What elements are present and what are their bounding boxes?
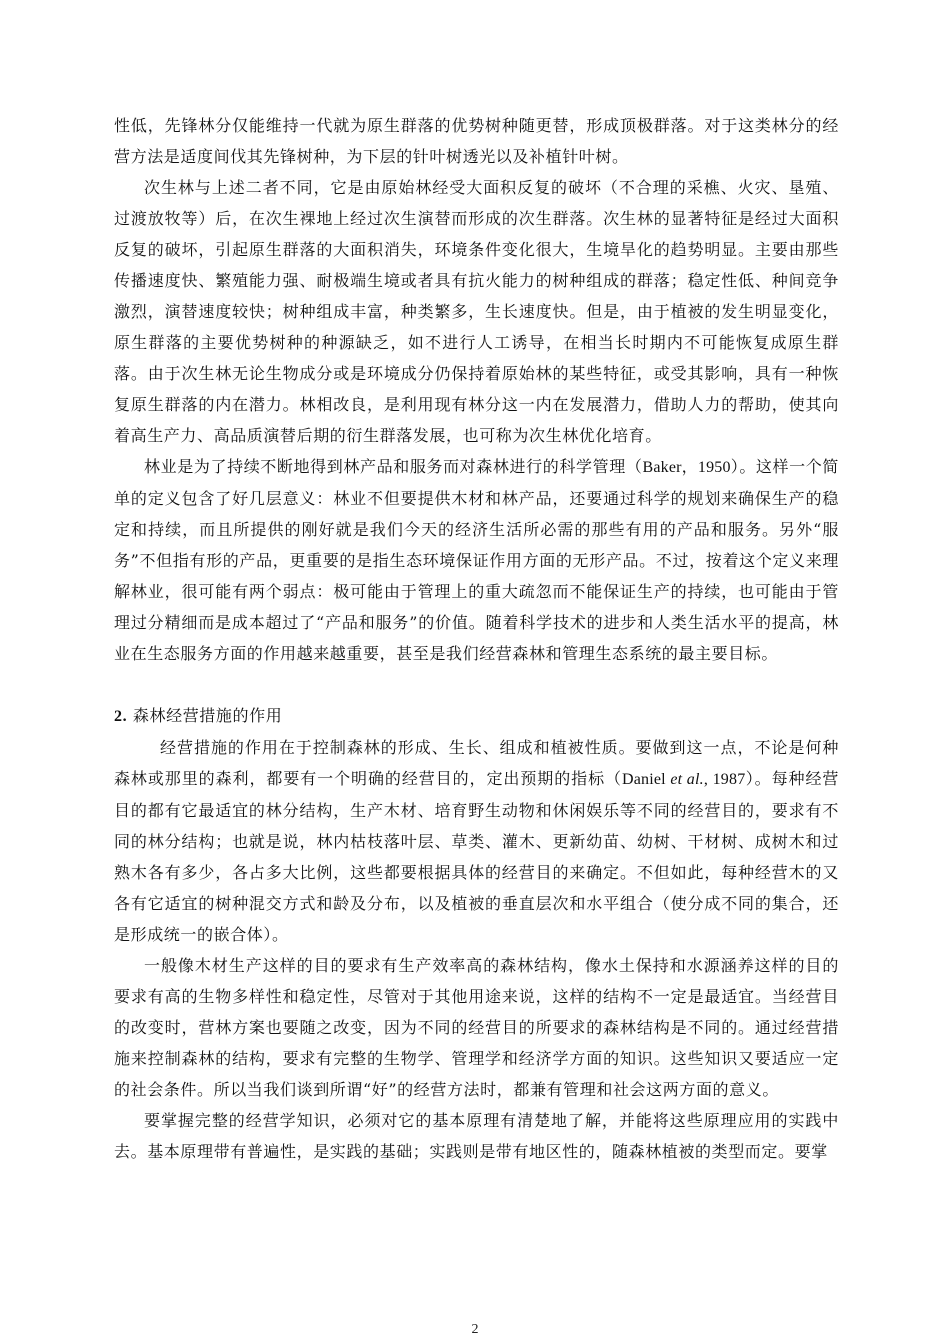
section-title: 森林经营措施的作用 [132,706,283,725]
paragraph-forest-structure: 一般像木材生产这样的目的要求有生产效率高的森林结构，像水土保持和水源涵养这样的目的要求有高的生物多样性和稳定性，尽管对于其他用途来说，这样的结构不一定是最适宜。当经营目的改变时，营林方案也要随之改变，因为不同的经营目的所要求的森林结构是不同的。通过经营措施来控制森林的结构，要求有完整的生物学、管理学和经济学方面的知识。这些知识又要适应一定的社会条件。所以当我们谈到所谓“好”的经营方法时，都兼有管理和社会这两方面的意义。 [114,956,839,1099]
citation-author: Daniel [621,771,671,788]
section-spacer [114,669,839,700]
citation-year: , 1987 [703,771,746,788]
paragraph-principles: 要掌握完整的经营学知识，必须对它的基本原理有清楚地了解，并能将这些原理应用的实践中去。基本原理带有普遍性，是实践的基础；实践则是带有地区性的，随森林植被的类型而定。要掌 [114,1111,839,1161]
paragraph-management-purpose [114,732,839,950]
citation: Baker，1950 [642,459,731,476]
section-heading [114,700,839,732]
paragraph-text: 林业是为了持续不断地得到林产品和服务而对森林进行的科学管理（ [144,457,643,476]
page-number: 2 [471,1322,479,1337]
paragraph-continuation: 性低，先锋林分仅能维持一代就为原生群落的优势树种随更替，形成顶极群落。对于这类林分的经营方法是适度间伐其先锋树种，为下层的针叶树透光以及补植针叶树。 [114,116,839,166]
section-number: 2. [114,708,128,725]
paragraph-text: ）。每种经营目的都有它最适宜的林分结构，生产木材、培育野生动物和休闲娱乐等不同的经营目的，要求有不同的林分结构；也就是说，林内枯枝落叶层、草类、灌木、更新幼苗、幼树、干材树、成树木和过熟木各有多少，各占多大比例，这些都要根据具体的经营目的来确定。不但如此，每种经营木的又各有它适宜的树种混交方式和龄及分布，以及植被的垂直层次和水平组合（使分成不同的集合，还是形成统一的嵌合体）。 [114,769,839,944]
body-text [114,110,839,1167]
paragraph-secondary-forest: 次生林与上述二者不同，它是由原始林经受大面积反复的破坏（不合理的采樵、火灾、垦殖、过渡放牧等）后，在次生裸地上经过次生演替而形成的次生群落。次生林的显著特征是经过大面积反复的破坏，引起原生群落的大面积消失，环境条件变化很大，生境旱化的趋势明显。主要由那些传播速度快、繁殖能力强、耐极端生境或者具有抗火能力的树种组成的群落；稳定性低、种间竞争激烈，演替速度较快；树种组成丰富，种类繁多，生长速度快。但是，由于植被的发生明显变化，原生群落的主要优势树种的种源缺乏，如不进行人工诱导，在相当长时期内不可能恢复成原生群落。由于次生林无论生物成分或是环境成分仍保持着原始林的某些特征，或受其影响，具有一种恢复原生群落的内在潜力。林相改良，是利用现有林分这一内在发展潜力，借助人力的帮助，使其向着高生产力、高品质演替后期的衍生群落发展，也可称为次生林优化培育。 [114,178,839,445]
paragraph-text: ）。这样一个简单的定义包含了好几层意义：林业不但要提供木材和林产品，还要通过科学的规划来确保生产的稳定和持续，而且所提供的刚好就是我们今天的经济生活所必需的那些有用的产品和服务。另外“服务”不但指有形的产品，更重要的是指生态环境保证作用方面的无形产品。不过，按着这个定义来理解林业，很可能有两个弱点：极可能由于管理上的重大疏忽而不能保证生产的持续，也可能由于管理过分精细而是成本超过了“产品和服务”的价值。随着科学技术的进步和人类生活水平的提高，林业在生态服务方面的作用越来越重要，甚至是我们经营森林和管理生态系统的最主要目标。 [114,457,839,663]
paragraph-forestry-definition [114,451,839,669]
citation-etal: et al. [670,771,704,788]
paragraph-text: 经营措施的作用在于控制森林的形成、生长、组成和植被性质。要做到这一点，不论是何种森林或那里的森利，都要有一个明确的经营目的，定出预期的指标（ [114,738,839,788]
